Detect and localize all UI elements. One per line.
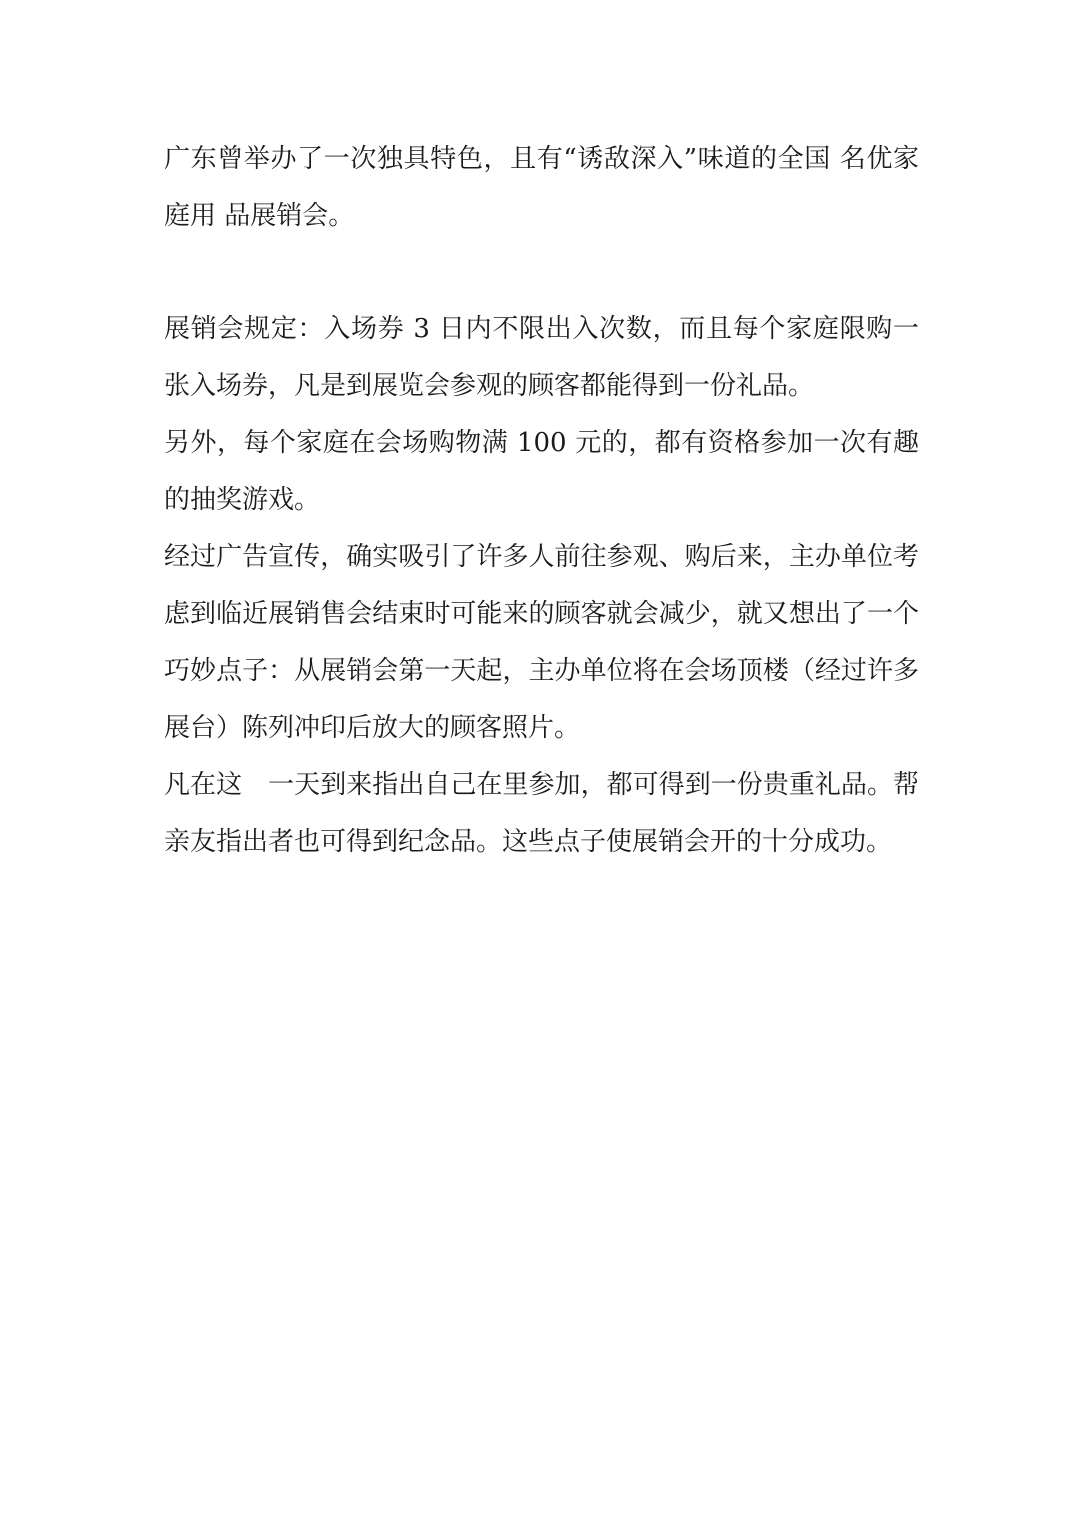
paragraph-photos: 经过广告宣传，确实吸引了许多人前往参观、购后来，主办单位考虑到临近展销售会结束时可能来的顾客就会减少，就又想出了一个巧妙点子：从展销会第一天起，主办单位将在会场顶楼（经过许多展台）陈列冲印后放大的顾客照片。 (164, 542, 919, 743)
paragraph-lottery: 另外，每个家庭在会场购物满 100 元的，都有资格参加一次有趣的抽奖游戏。 (164, 428, 919, 515)
paragraph-spacer (164, 245, 919, 301)
paragraph-intro: 广东曾举办了一次独具特色，且有“诱敌深入”味道的全国 名优家庭用 品展销会。 (164, 144, 919, 231)
document-body (164, 131, 919, 871)
paragraph-conclusion: 凡在这 一天到来指出自己在里参加，都可得到一份贵重礼品。帮亲友指出者也可得到纪念品。这些点子使展销会开的十分成功。 (164, 770, 919, 857)
paragraph-rules: 展销会规定：入场券 3 日内不限出入次数，而且每个家庭限购一张入场券，凡是到展览会参观的顾客都能得到一份礼品。 (164, 314, 919, 401)
